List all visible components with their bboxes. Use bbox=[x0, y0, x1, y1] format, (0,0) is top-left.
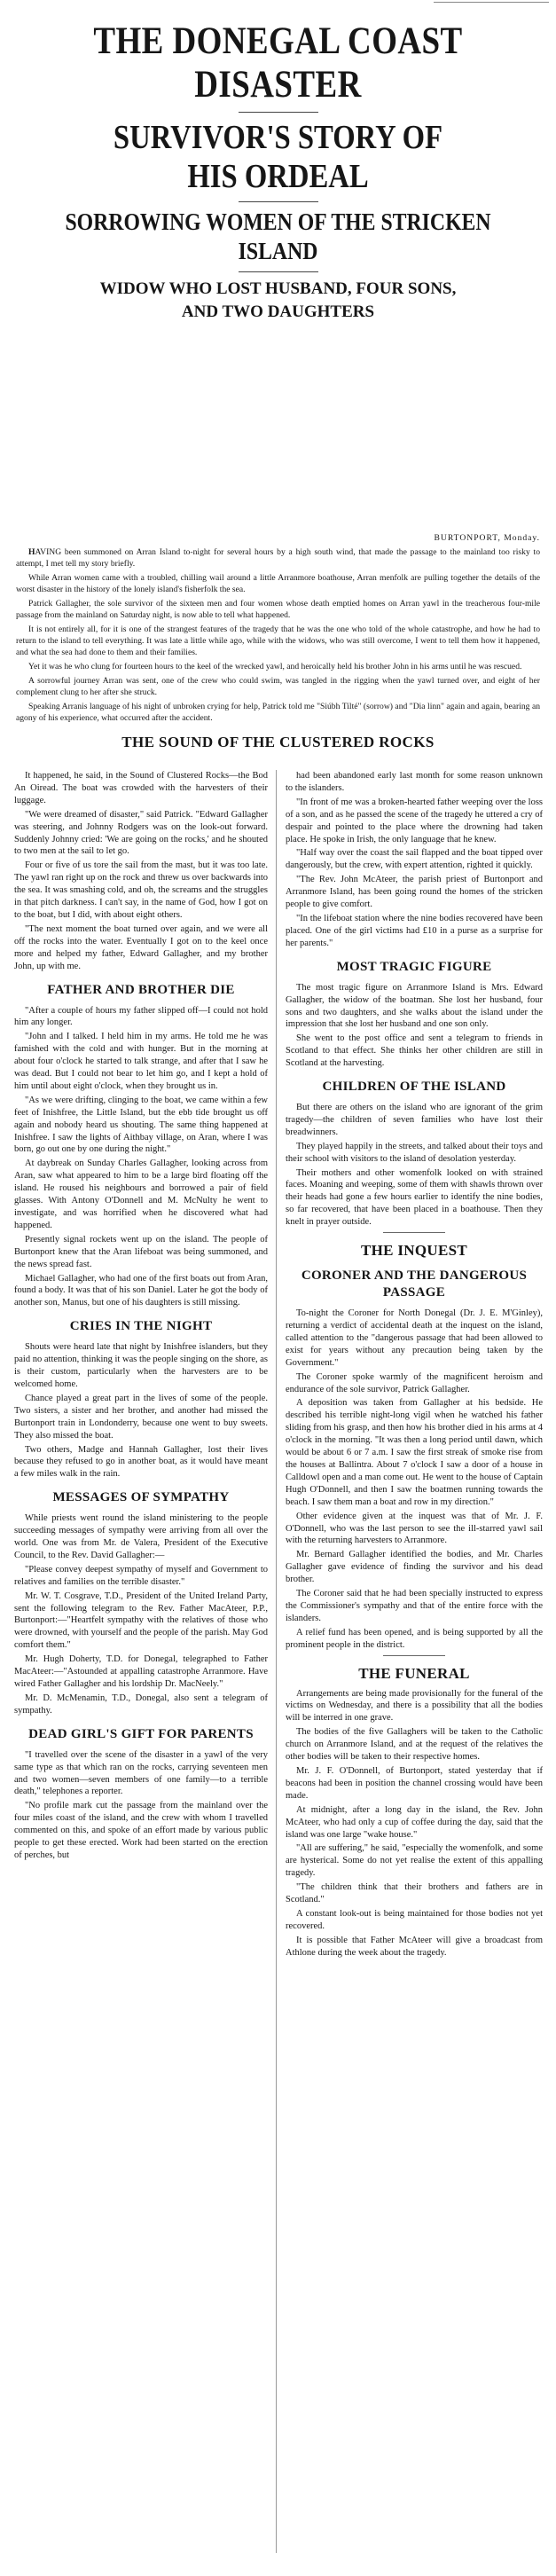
article-paragraph: Mr. W. T. Cosgrave, T.D., President of the United Ireland Party, sent the following telegram to the Rev. Father MacAteer, P.P., Burtonport:—"Heartfelt sympathy with the relatives of those who were drowned, with yourself and the people of the parish. May God comfort them." bbox=[14, 1590, 268, 1651]
article-paragraph: Mr. Hugh Doherty, T.D. for Donegal, telegraphed to Father MacAteer:—"Astounded at appalling catastrophe Arranmore. Have wired Father Gallagher and his lordship Dr. MacNeely." bbox=[14, 1654, 268, 1689]
article-paragraph: "We were dreamed of disaster," said Patrick. "Edward Gallagher was steering, and Johnny Rodgers was on the look-out forward. Suddenly Johnny cried: 'We are going on the rocks,' and he shouted to two men at the sail to let go. bbox=[14, 809, 268, 857]
headline-second-line2: HIS ORDEAL bbox=[187, 158, 369, 195]
article-paragraph: She went to the post office and sent a telegram to friends in Scotland to that effect. She thinks her other children are still in Scotland at the harvesting. bbox=[286, 1033, 543, 1069]
section-subheading: CRIES IN THE NIGHT bbox=[69, 1319, 213, 1334]
article-paragraph: While priests went round the island ministering to the people succeeding messages of sympathy were arriving from all over the world. One was from Mr. de Valera, President of the Executive Council, to the Rev. David Gallagher:— bbox=[14, 1513, 268, 1560]
article-paragraph: The most tragic figure on Arranmore Island is Mrs. Edward Gallagher, the widow of the boatman. She lost her husband, four sons and two daughters, and she walks about the island under the impression that she lost her husband and one son only. bbox=[286, 982, 543, 1030]
headline-divider bbox=[239, 201, 318, 202]
section-title: THE SOUND OF THE CLUSTERED ROCKS bbox=[121, 734, 435, 750]
article-paragraph: The Coroner said that he had been specially instructed to express the Commissioner's sympathy and that of the entire force with the islanders. bbox=[286, 1589, 543, 1623]
intro-paragraph: While Arran women came with a troubled, chilling wail around a little Arranmore boathouse, Arran menfolk are pulling together the details of the worst disaster in the history of the lonely island's fisherfolk the sea. bbox=[16, 573, 540, 594]
article-paragraph: "Half way over the coast the sail flapped and the boat tipped over dangerously, but the crew, with expert attention, righted it quickly. bbox=[286, 848, 543, 871]
article-paragraph: It is possible that Father McAteer will give a broadcast from Athlone during the week about the tragedy. bbox=[286, 1935, 543, 1958]
article-paragraph: A relief fund has been opened, and is being supported by all the prominent people in the district. bbox=[286, 1627, 543, 1650]
section-subheading: MOST TRAGIC FIGURE bbox=[336, 959, 492, 974]
article-paragraph: To-night the Coroner for North Donegal (Dr. J. E. M'Ginley), returning a verdict of accidental death at the inquest on the island, called attention to the "dangerous passage that had been allowed to exist for years without any precaution being taken by the Government." bbox=[286, 1308, 543, 1368]
article-paragraph: "The children think that their brothers and fathers are in Scotland." bbox=[286, 1882, 543, 1905]
article-paragraph: "I travelled over the scene of the disaster in a yawl of the very same type as that which ran on the rocks, carrying seventeen men and two women—seven members of one family—to a terrible death," telephones a reporter. bbox=[14, 1749, 268, 1797]
section-subheading: DEAD GIRL'S GIFT FOR PARENTS bbox=[28, 1726, 254, 1741]
article-paragraph: Michael Gallagher, who had one of the first boats out from Aran, found a body. It was that of his son Daniel. Later he got the body of another son, Manus, but one of his daughters is still missing. bbox=[14, 1273, 268, 1308]
article-paragraph: "In front of me was a broken-hearted father weeping over the loss of a son, and as he passed the scene of the tragedy he uttered a cry of despair and pointed to the place where the drowning had taken place. He spoke in Irish, the only language that he knew. bbox=[286, 797, 543, 844]
intro-paragraph: It is not entirely all, for it is one of the strangest features of the tragedy that he was the one who told of the whole catastrophe, and how he had to return to the island to tell everything. It was late a little while ago, while with the widows, who was still overcome, I went to tell them how it happened, and what the sea had done to them and their families. bbox=[16, 624, 540, 657]
intro-paragraph: A sorrowful journey Arran was sent, one of the crew who could swim, was tangled in the rigging when the yawl turned over, and eight of her complement clung to her after she struck. bbox=[16, 676, 540, 697]
article-paragraph: At daybreak on Sunday Charles Gallagher, looking across from Aran, saw what appeared to him to be a large bird floating off the island. He roused his neighbours and borrowed a pair of field glasses. With Antony O'Donnell and M. McNulty he went to investigate, and was horrified when he discovered what had happened. bbox=[14, 1158, 268, 1230]
article-paragraph: Chance played a great part in the lives of some of the people. Two sisters, a sister and her brother, and another had missed the Burtonport train in Londonderry, because one went to buy sweets. They also missed the boat. bbox=[14, 1393, 268, 1441]
article-paragraph: Their mothers and other womenfolk looked on with strained faces. Moaning and weeping, some of them with shawls thrown over their heads had gone a few hours earlier to identify the nine bodies, so far recovered, that have been placed in a boathouse. Then they knelt in prayer outside. bbox=[286, 1167, 543, 1228]
article-paragraph: "After a couple of hours my father slipped off—I could not hold him any longer. bbox=[14, 1005, 268, 1028]
article-paragraph: A constant look-out is being maintained for those bodies not yet recovered. bbox=[286, 1908, 543, 1931]
article-paragraph: Presently signal rockets went up on the island. The people of Burtonport knew that the Aran lifeboat was being summoned, and the news spread fast. bbox=[14, 1234, 268, 1269]
article-paragraph: "All are suffering," he said, "especially the womenfolk, and some are hysterical. Some do not yet realise the extent of this appalling tragedy. bbox=[286, 1843, 543, 1879]
headline-divider bbox=[239, 271, 318, 272]
article-paragraph: They played happily in the streets, and talked about their toys and their school with visitors to the island of desolation yesterday. bbox=[286, 1141, 543, 1164]
article-paragraph: had been abandoned early last month for some reason unknown to the islanders. bbox=[286, 771, 543, 793]
headline-second-line1: SURVIVOR'S STORY OF bbox=[113, 119, 443, 156]
headline-divider bbox=[239, 112, 318, 113]
dateline: BURTONPORT, Monday. bbox=[434, 533, 540, 543]
left-column bbox=[14, 770, 268, 1864]
intro-paragraph: Patrick Gallagher, the sole survivor of the sixteen men and four women whose death emptied homes on Arran yawl in the treacherous four-mile passage from the mainland on Saturday night, is now able to tell what happened. bbox=[16, 599, 540, 620]
article-paragraph: The Coroner spoke warmly of the magnificent heroism and endurance of the sole survivor, Patrick Gallagher. bbox=[286, 1371, 543, 1394]
article-paragraph: It happened, he said, in the Sound of Clustered Rocks—the Bod An Oiread. The boat was crowded with the harvesters of their luggage. bbox=[14, 771, 268, 805]
article-paragraph: Mr. Bernard Gallagher identified the bodies, and Mr. Charles Gallagher gave evidence of finding the survivor and his dead brother. bbox=[286, 1550, 543, 1585]
headline-main-line1: THE DONEGAL COAST bbox=[93, 20, 463, 62]
article-paragraph: Arrangements are being made provisionally for the funeral of the victims on Wednesday, and there is a possibility that all the bodies will be interred in one grave. bbox=[286, 1688, 543, 1724]
article-paragraph: At midnight, after a long day in the island, the Rev. John McAteer, who had only a cup of coffee during the day, said that the island was one large "wake house." bbox=[286, 1804, 543, 1840]
column-divider bbox=[276, 770, 277, 2553]
article-paragraph: Four or five of us tore the sail from the mast, but it was too late. The yawl ran right up on the rock and threw us over backwards into the sea. It was smashing cold, and oh, the screams and the struggles in that pitch darkness. I can't say, in the name of God, how I got on to the boat, but I did, with about eight others. bbox=[14, 860, 268, 920]
article-paragraph: A deposition was taken from Gallagher at his bedside. He described his terrible night-long vigil when he watched his father sliding from his grasp, and then how his brother died in his arms at 4 o'clock in the morning. "It was then a long period until dawn, which would be about 6 or 7 a.m. I saw the first streak of smoke rise from the houses at Ballintra. About 7 o'clock I saw a door of a house in Calldowl open and a man come out. He went to the house of Captain Hugh O'Donnell, and then I saw the boatmen running towards the beach. I saw them man a boat and row in my direction." bbox=[286, 1398, 543, 1507]
article-paragraph: But there are others on the island who are ignorant of the grim tragedy—the children of seven families who have lost their breadwinners. bbox=[286, 1103, 543, 1137]
headline-fourth-line1: WIDOW WHO LOST HUSBAND, FOUR SONS, bbox=[99, 279, 457, 298]
section-subheading: CHILDREN OF THE ISLAND bbox=[322, 1080, 506, 1095]
section-subheading: CORONER AND THE DANGEROUS PASSAGE bbox=[301, 1268, 528, 1300]
intro-paragraph: Yet it was he who clung for fourteen hours to the keel of the wrecked yawl, and heroically held his brother John in his arms until he was rescued. bbox=[28, 662, 522, 671]
intro-block bbox=[16, 532, 540, 726]
page-top-rule bbox=[434, 2, 549, 9]
headline-third-line2: ISLAND bbox=[238, 238, 318, 264]
intro-paragraph: HAVING been summoned on Arran Island to-night for several hours by a high south wind, that made the passage to the mainland too risky to attempt, I met tell my story briefly. bbox=[16, 547, 540, 569]
headline-third-line1: SORROWING WOMEN OF THE STRICKEN bbox=[65, 208, 491, 235]
subheading-rule bbox=[383, 1232, 445, 1233]
section-subheading: THE INQUEST bbox=[361, 1242, 467, 1260]
article-paragraph: Other evidence given at the inquest was that of Mr. J. F. O'Donnell, who was the last person to see the ill-starred yawl sail with the returning harvesters to Arranmore. bbox=[286, 1511, 543, 1546]
article-paragraph: "In the lifeboat station where the nine bodies recovered have been placed. One of the girl victims had £10 in a purse as a surprise for her parents." bbox=[286, 913, 543, 948]
headline-block bbox=[12, 20, 544, 324]
article-paragraph: "No profile mark cut the passage from the mainland over the four miles coast of the island, and the crew with whom I travelled commented on this, and spoke of an effort made by various public people to get these erected. Work had been started on the erection of perches, but bbox=[14, 1801, 268, 1860]
article-paragraph: "As we were drifting, clinging to the boat, we came within a few feet of Inishfree, the Little Island, but the ebb tide brought us off again and nobody heard us shouting. The same thing happened at Inishfree. I saw the lights of Aithbay village, on Aran, where I was born, go out one by one during the night." bbox=[14, 1095, 268, 1155]
right-column bbox=[286, 770, 543, 1961]
article-paragraph: Shouts were heard late that night by Inishfree islanders, but they paid no attention, thinking it was the people singing on the shore, as is their custom, particularly when the harvesters are to be welcomed home. bbox=[14, 1342, 268, 1389]
article-paragraph: "The next moment the boat turned over again, and we were all off the rocks into the water. Eventually I got on to the keel once more and helped my father, Edward Gallagher, and my brother John, up with me. bbox=[14, 923, 268, 971]
section-subheading: THE FUNERAL bbox=[358, 1664, 470, 1682]
article-paragraph: "The Rev. John McAteer, the parish priest of Burtonport and Arranmore Island, has been going round the homes of the stricken people to give comfort. bbox=[286, 875, 543, 910]
article-paragraph: Mr. J. F. O'Donnell, of Burtonport, stated yesterday that if beacons had been in position the channel crossing would have been made. bbox=[286, 1766, 543, 1801]
section-subheading: MESSAGES OF SYMPATHY bbox=[52, 1490, 230, 1505]
article-paragraph: Mr. D. McMenamin, T.D., Donegal, also sent a telegram of sympathy. bbox=[14, 1692, 268, 1716]
article-paragraph: Two others, Madge and Hannah Gallagher, lost their lives because they refused to go in another boat, as it would have meant a few miles walk in the rain. bbox=[14, 1444, 268, 1480]
headline-fourth-line2: AND TWO DAUGHTERS bbox=[181, 302, 375, 321]
article-paragraph: The bodies of the five Gallaghers will be taken to the Catholic church on Arranmore Island, and at the request of the relatives the other bodies will be taken to their respective homes. bbox=[286, 1727, 543, 1763]
intro-paragraph: Speaking Arranis language of his night of unbroken crying for help, Patrick told me "Siúbh Tilté" (sorrow) and "Dia linn" again and again, bearing an agony of his experience, what occurred after the accident. bbox=[16, 702, 540, 723]
subheading-rule bbox=[383, 1655, 445, 1656]
section-subheading: FATHER AND BROTHER DIE bbox=[47, 982, 235, 997]
article-paragraph: "John and I talked. I held him in my arms. He told me he was famished with the cold and with hunger. But in the morning at about four o'clock he started to talk strange, and after that I saw he was dead. But I could not bear to let him go, and I kept a hold of him until about eight o'clock, when they brought us in. bbox=[14, 1032, 268, 1091]
headline-main-line2: DISASTER bbox=[194, 64, 362, 106]
article-paragraph: "Please convey deepest sympathy of myself and Government to relatives and families on the terrible disaster." bbox=[14, 1564, 268, 1587]
